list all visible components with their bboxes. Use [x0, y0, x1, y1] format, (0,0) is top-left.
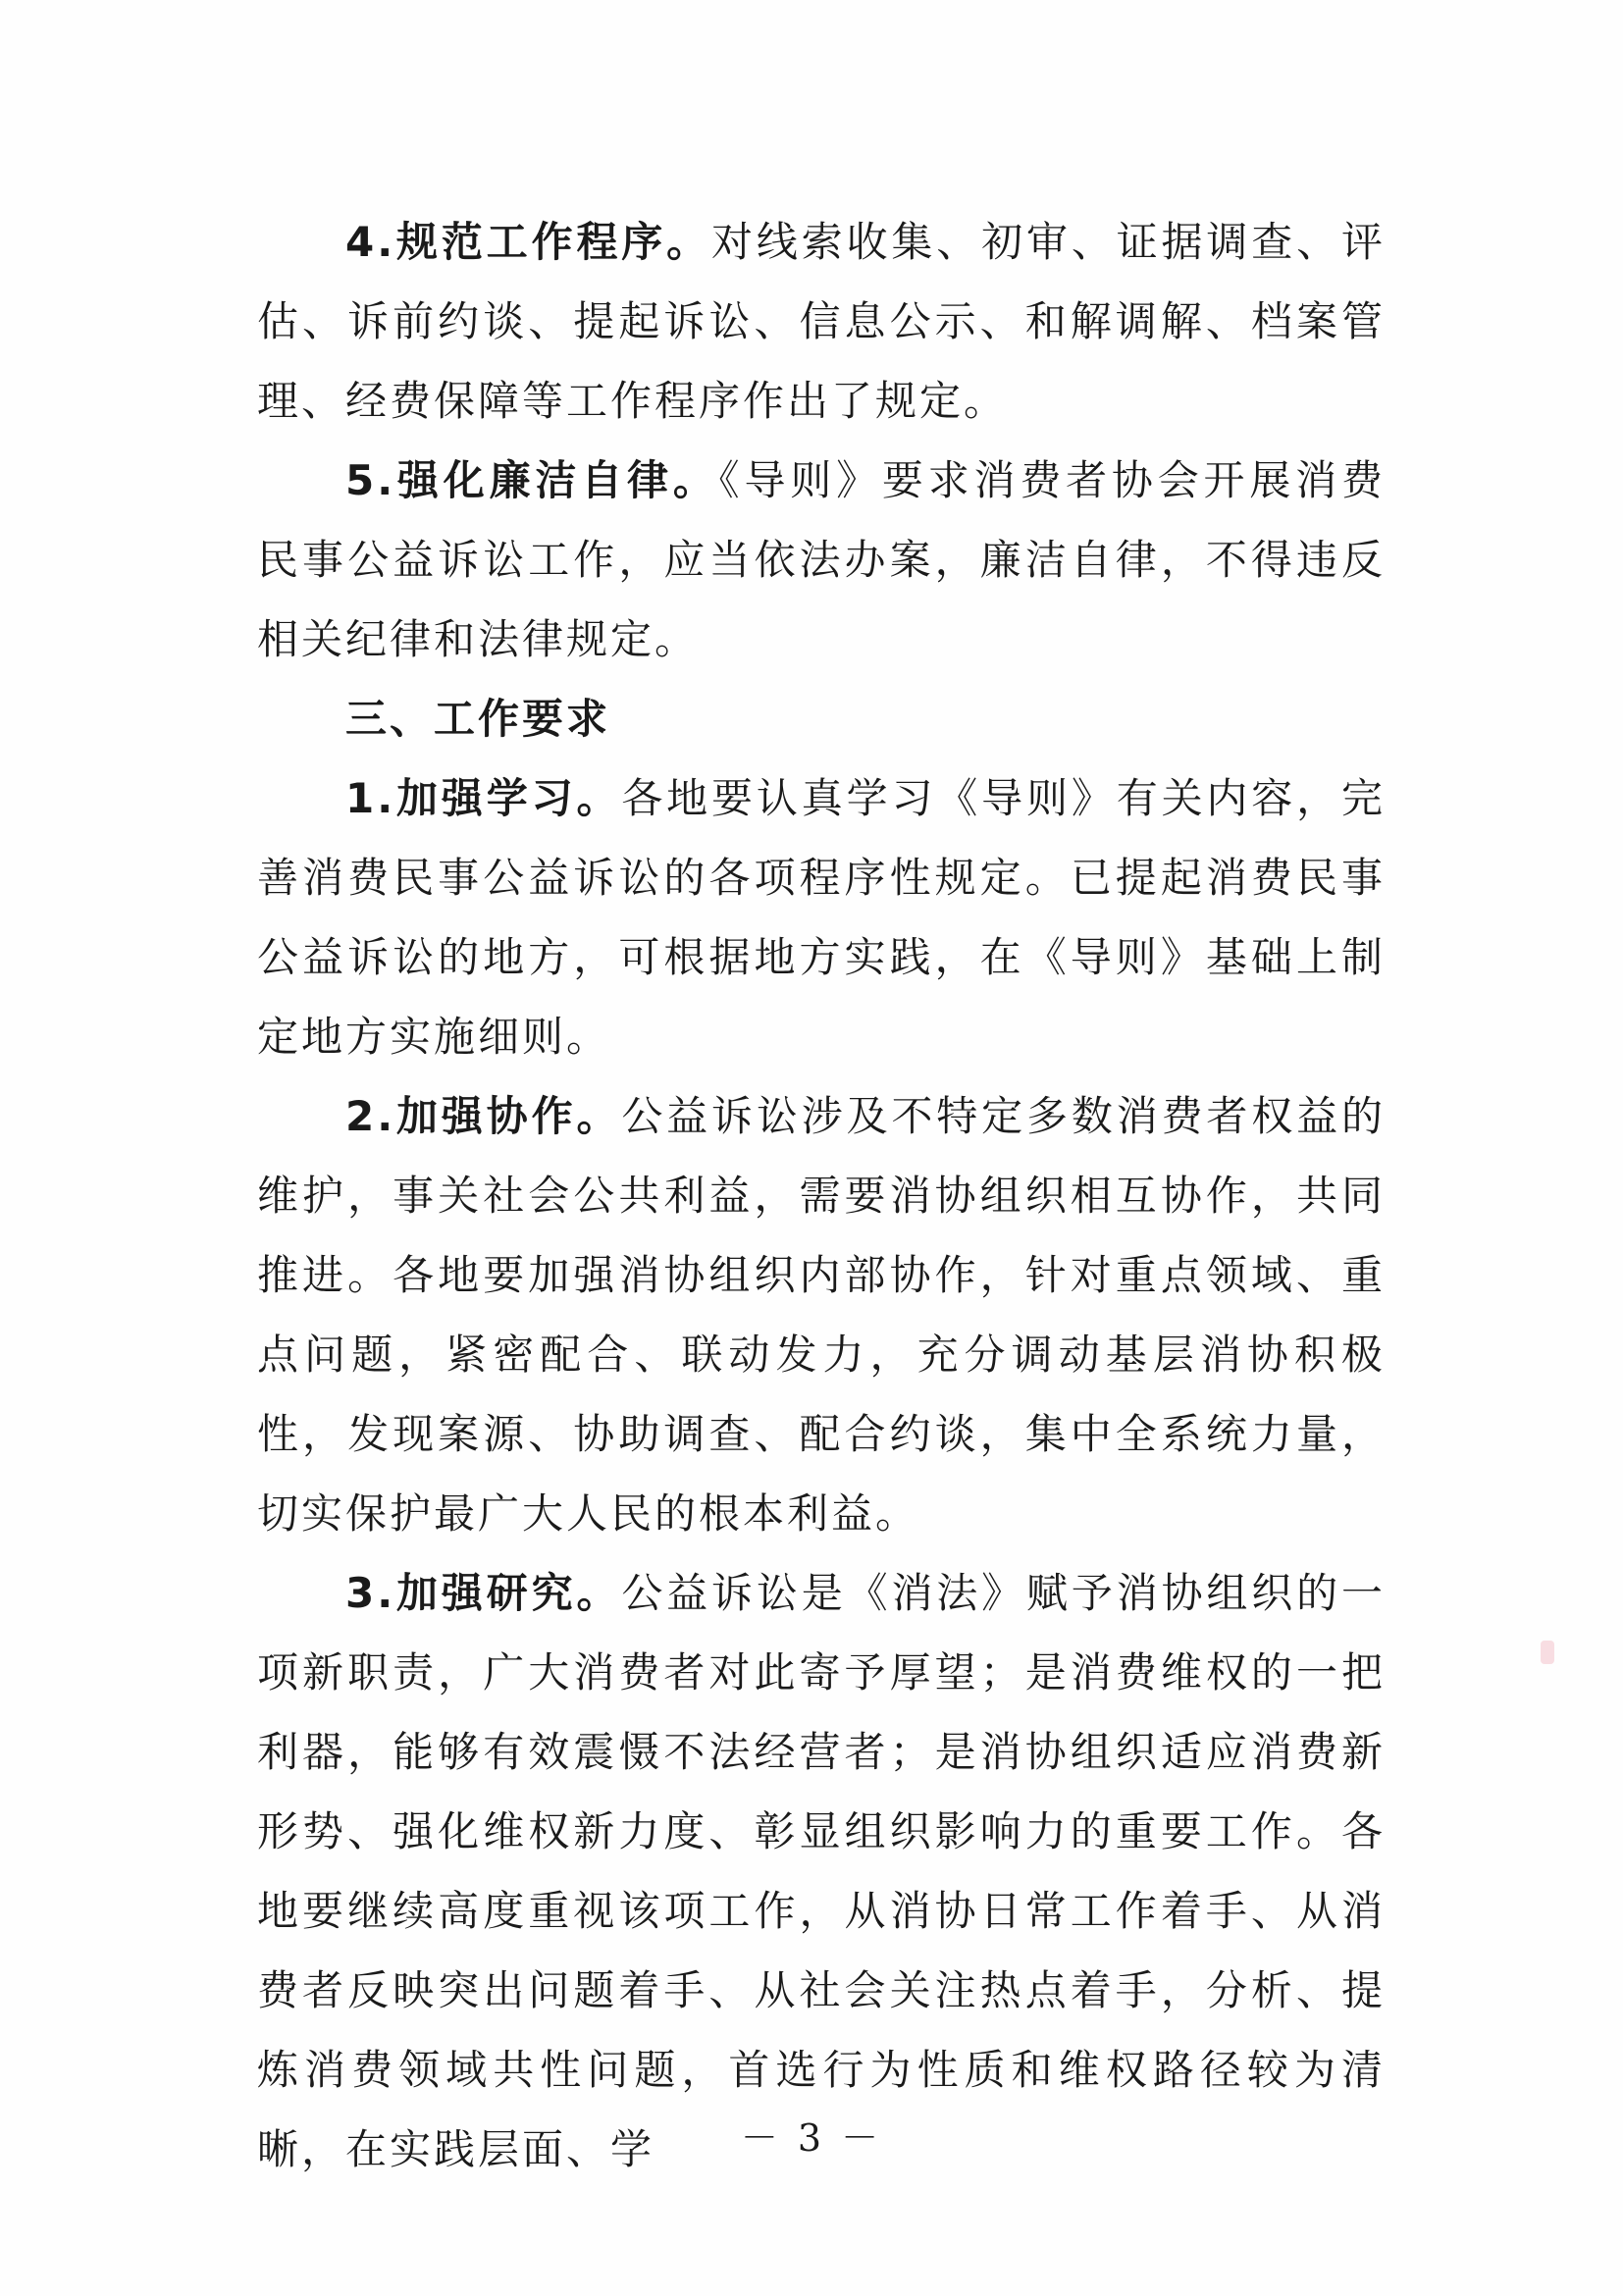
paragraph-item-5 [257, 441, 1386, 679]
paragraph-text: 公益诉讼涉及不特定多数消费者权益的维护，事关社会公共利益，需要消协组织相互协作，共同推进。各地要加强消协组织内部协作，针对重点领域、重点问题，紧密配合、联动发力，充分调动基层消协积极性，发现案源、协助调查、配合约谈，集中全系统力量，切实保护最广大人民的根本利益。 [257, 1092, 1386, 1538]
paragraph-text: 《导则》要求消费者协会开展消费民事公益诉讼工作，应当依法办案，廉洁自律，不得违反相关纪律和法律规定。 [257, 456, 1386, 663]
paragraph-lead: 1.加强学习。 [345, 774, 622, 822]
paragraph-item-1 [257, 758, 1386, 1076]
paragraph-lead: 3.加强研究。 [345, 1569, 622, 1617]
paragraph-lead: 2.加强协作。 [345, 1092, 622, 1140]
paragraph-lead: 4.规范工作程序。 [345, 218, 712, 266]
section-heading: 三、工作要求 [345, 695, 611, 743]
page-number: － 3 － [740, 2116, 883, 2160]
paragraph-text: 公益诉讼是《消法》赋予消协组织的一项新职责，广大消费者对此寄予厚望；是消费维权的一把利器，能够有效震慑不法经营者；是消协组织适应消费新形势、强化维权新力度、彰显组织影响力的重要工作。各地要继续高度重视该项工作，从消协日常工作着手、从消费者反映突出问题着手、从社会关注热点着手，分析、提炼消费领域共性问题，首选行为性质和维权路径较为清晰，在实践层面、学 [257, 1569, 1386, 2173]
paragraph-text: 对线索收集、初审、证据调查、评估、诉前约谈、提起诉讼、信息公示、和解调解、档案管理、经费保障等工作程序作出了规定。 [257, 218, 1386, 425]
document-body [257, 202, 1386, 2189]
paragraph-item-4 [257, 202, 1386, 441]
seal-fragment [1541, 1641, 1554, 1664]
paragraph-item-3 [257, 1553, 1386, 2189]
paragraph-text: 各地要认真学习《导则》有关内容，完善消费民事公益诉讼的各项程序性规定。已提起消费民事公益诉讼的地方，可根据地方实践，在《导则》基础上制定地方实施细则。 [257, 774, 1386, 1061]
paragraph-item-2 [257, 1076, 1386, 1553]
paragraph-lead: 5.强化廉洁自律。 [345, 456, 719, 504]
